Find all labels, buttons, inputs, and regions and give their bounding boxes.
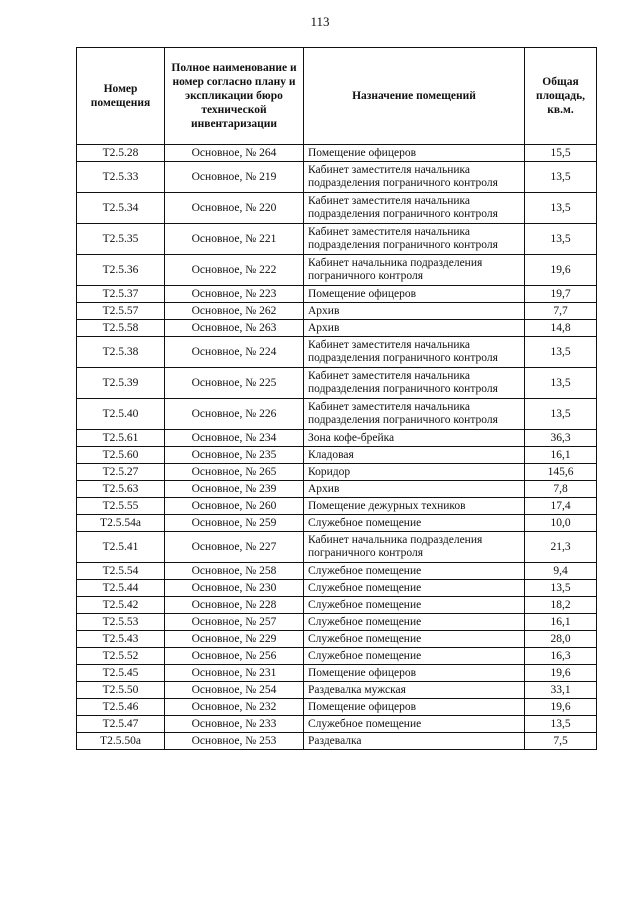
cell-full-name: Основное, № 239 xyxy=(165,481,304,498)
cell-area: 13,5 xyxy=(525,162,597,193)
cell-area: 7,5 xyxy=(525,733,597,750)
cell-room-number: Т2.5.40 xyxy=(77,399,165,430)
cell-area: 15,5 xyxy=(525,145,597,162)
table-row xyxy=(77,665,597,682)
cell-purpose: Кабинет заместителя начальника подразделения пограничного контроля xyxy=(304,368,525,399)
cell-room-number: Т2.5.54 xyxy=(77,563,165,580)
cell-full-name: Основное, № 234 xyxy=(165,430,304,447)
cell-full-name: Основное, № 219 xyxy=(165,162,304,193)
cell-full-name: Основное, № 220 xyxy=(165,193,304,224)
cell-full-name: Основное, № 260 xyxy=(165,498,304,515)
cell-room-number: Т2.5.58 xyxy=(77,320,165,337)
cell-area: 16,1 xyxy=(525,614,597,631)
cell-area: 13,5 xyxy=(525,580,597,597)
header-purpose: Назначение помещений xyxy=(304,48,525,145)
cell-area: 18,2 xyxy=(525,597,597,614)
cell-room-number: Т2.5.45 xyxy=(77,665,165,682)
cell-purpose: Кабинет заместителя начальника подразделения пограничного контроля xyxy=(304,224,525,255)
cell-purpose: Зона кофе-брейка xyxy=(304,430,525,447)
table-row xyxy=(77,255,597,286)
cell-purpose: Кабинет начальника подразделения пограничного контроля xyxy=(304,255,525,286)
cell-room-number: Т2.5.36 xyxy=(77,255,165,286)
table-row xyxy=(77,303,597,320)
cell-area: 16,3 xyxy=(525,648,597,665)
cell-room-number: Т2.5.38 xyxy=(77,337,165,368)
cell-area: 13,5 xyxy=(525,368,597,399)
cell-area: 13,5 xyxy=(525,716,597,733)
cell-room-number: Т2.5.54а xyxy=(77,515,165,532)
cell-area: 13,5 xyxy=(525,337,597,368)
table-row xyxy=(77,699,597,716)
cell-purpose: Архив xyxy=(304,481,525,498)
cell-room-number: Т2.5.63 xyxy=(77,481,165,498)
cell-area: 14,8 xyxy=(525,320,597,337)
table-row xyxy=(77,498,597,515)
table-row xyxy=(77,430,597,447)
cell-room-number: Т2.5.37 xyxy=(77,286,165,303)
cell-full-name: Основное, № 231 xyxy=(165,665,304,682)
table-row xyxy=(77,224,597,255)
cell-full-name: Основное, № 223 xyxy=(165,286,304,303)
table-row xyxy=(77,286,597,303)
cell-room-number: Т2.5.33 xyxy=(77,162,165,193)
cell-area: 13,5 xyxy=(525,399,597,430)
cell-purpose: Коридор xyxy=(304,464,525,481)
cell-purpose: Помещение офицеров xyxy=(304,699,525,716)
cell-full-name: Основное, № 259 xyxy=(165,515,304,532)
cell-area: 17,4 xyxy=(525,498,597,515)
cell-full-name: Основное, № 229 xyxy=(165,631,304,648)
table-row xyxy=(77,193,597,224)
table-row xyxy=(77,447,597,464)
cell-purpose: Раздевалка мужская xyxy=(304,682,525,699)
table-row xyxy=(77,337,597,368)
table-row xyxy=(77,532,597,563)
cell-area: 28,0 xyxy=(525,631,597,648)
header-room-number: Номер помещения xyxy=(77,48,165,145)
table-header-row xyxy=(77,48,597,145)
table-row xyxy=(77,682,597,699)
cell-area: 13,5 xyxy=(525,224,597,255)
cell-full-name: Основное, № 257 xyxy=(165,614,304,631)
cell-full-name: Основное, № 225 xyxy=(165,368,304,399)
cell-full-name: Основное, № 232 xyxy=(165,699,304,716)
cell-purpose: Помещение офицеров xyxy=(304,665,525,682)
cell-full-name: Основное, № 253 xyxy=(165,733,304,750)
cell-area: 21,3 xyxy=(525,532,597,563)
cell-area: 145,6 xyxy=(525,464,597,481)
cell-purpose: Кабинет заместителя начальника подразделения пограничного контроля xyxy=(304,399,525,430)
cell-full-name: Основное, № 235 xyxy=(165,447,304,464)
cell-full-name: Основное, № 264 xyxy=(165,145,304,162)
cell-room-number: Т2.5.57 xyxy=(77,303,165,320)
cell-full-name: Основное, № 226 xyxy=(165,399,304,430)
cell-purpose: Раздевалка xyxy=(304,733,525,750)
header-full-name: Полное наименование и номер согласно плану и экспликации бюро технической инвентаризации xyxy=(165,48,304,145)
cell-full-name: Основное, № 227 xyxy=(165,532,304,563)
cell-room-number: Т2.5.43 xyxy=(77,631,165,648)
cell-area: 7,7 xyxy=(525,303,597,320)
cell-room-number: Т2.5.60 xyxy=(77,447,165,464)
cell-purpose: Служебное помещение xyxy=(304,580,525,597)
cell-purpose: Архив xyxy=(304,320,525,337)
cell-full-name: Основное, № 254 xyxy=(165,682,304,699)
table-row xyxy=(77,648,597,665)
table-row xyxy=(77,631,597,648)
cell-room-number: Т2.5.47 xyxy=(77,716,165,733)
header-area: Общая площадь, кв.м. xyxy=(525,48,597,145)
table-row xyxy=(77,580,597,597)
cell-room-number: Т2.5.61 xyxy=(77,430,165,447)
cell-room-number: Т2.5.50 xyxy=(77,682,165,699)
cell-room-number: Т2.5.46 xyxy=(77,699,165,716)
cell-room-number: Т2.5.41 xyxy=(77,532,165,563)
cell-full-name: Основное, № 233 xyxy=(165,716,304,733)
cell-purpose: Кабинет заместителя начальника подразделения пограничного контроля xyxy=(304,162,525,193)
cell-room-number: Т2.5.35 xyxy=(77,224,165,255)
cell-purpose: Служебное помещение xyxy=(304,563,525,580)
cell-area: 16,1 xyxy=(525,447,597,464)
table-row xyxy=(77,464,597,481)
cell-room-number: Т2.5.42 xyxy=(77,597,165,614)
table-row xyxy=(77,145,597,162)
cell-full-name: Основное, № 224 xyxy=(165,337,304,368)
table-row xyxy=(77,563,597,580)
cell-full-name: Основное, № 221 xyxy=(165,224,304,255)
cell-area: 19,6 xyxy=(525,665,597,682)
cell-full-name: Основное, № 258 xyxy=(165,563,304,580)
cell-full-name: Основное, № 228 xyxy=(165,597,304,614)
cell-room-number: Т2.5.55 xyxy=(77,498,165,515)
cell-full-name: Основное, № 222 xyxy=(165,255,304,286)
table-row xyxy=(77,481,597,498)
cell-area: 33,1 xyxy=(525,682,597,699)
cell-area: 10,0 xyxy=(525,515,597,532)
cell-full-name: Основное, № 262 xyxy=(165,303,304,320)
cell-room-number: Т2.5.44 xyxy=(77,580,165,597)
cell-room-number: Т2.5.53 xyxy=(77,614,165,631)
cell-area: 19,7 xyxy=(525,286,597,303)
cell-area: 9,4 xyxy=(525,563,597,580)
cell-full-name: Основное, № 263 xyxy=(165,320,304,337)
table-row xyxy=(77,716,597,733)
table-row xyxy=(77,162,597,193)
table-row xyxy=(77,399,597,430)
cell-area: 19,6 xyxy=(525,699,597,716)
table-row xyxy=(77,597,597,614)
cell-area: 13,5 xyxy=(525,193,597,224)
table-row xyxy=(77,614,597,631)
table-body xyxy=(77,145,597,750)
cell-purpose: Архив xyxy=(304,303,525,320)
cell-room-number: Т2.5.34 xyxy=(77,193,165,224)
cell-area: 19,6 xyxy=(525,255,597,286)
cell-area: 7,8 xyxy=(525,481,597,498)
table-row xyxy=(77,368,597,399)
cell-area: 36,3 xyxy=(525,430,597,447)
cell-purpose: Помещение офицеров xyxy=(304,145,525,162)
cell-room-number: Т2.5.50а xyxy=(77,733,165,750)
page-number: 113 xyxy=(310,14,330,29)
cell-purpose: Кладовая xyxy=(304,447,525,464)
cell-purpose: Кабинет заместителя начальника подразделения пограничного контроля xyxy=(304,337,525,368)
cell-purpose: Служебное помещение xyxy=(304,597,525,614)
cell-purpose: Помещение офицеров xyxy=(304,286,525,303)
cell-room-number: Т2.5.28 xyxy=(77,145,165,162)
table-row xyxy=(77,515,597,532)
rooms-table xyxy=(76,47,597,750)
cell-full-name: Основное, № 256 xyxy=(165,648,304,665)
cell-room-number: Т2.5.27 xyxy=(77,464,165,481)
cell-purpose: Служебное помещение xyxy=(304,631,525,648)
cell-purpose: Кабинет начальника подразделения пограничного контроля xyxy=(304,532,525,563)
cell-purpose: Служебное помещение xyxy=(304,515,525,532)
cell-purpose: Помещение дежурных техников xyxy=(304,498,525,515)
table-row xyxy=(77,320,597,337)
cell-purpose: Служебное помещение xyxy=(304,716,525,733)
cell-purpose: Служебное помещение xyxy=(304,614,525,631)
cell-room-number: Т2.5.52 xyxy=(77,648,165,665)
table-row xyxy=(77,733,597,750)
cell-full-name: Основное, № 265 xyxy=(165,464,304,481)
cell-full-name: Основное, № 230 xyxy=(165,580,304,597)
cell-purpose: Служебное помещение xyxy=(304,648,525,665)
cell-room-number: Т2.5.39 xyxy=(77,368,165,399)
cell-purpose: Кабинет заместителя начальника подразделения пограничного контроля xyxy=(304,193,525,224)
